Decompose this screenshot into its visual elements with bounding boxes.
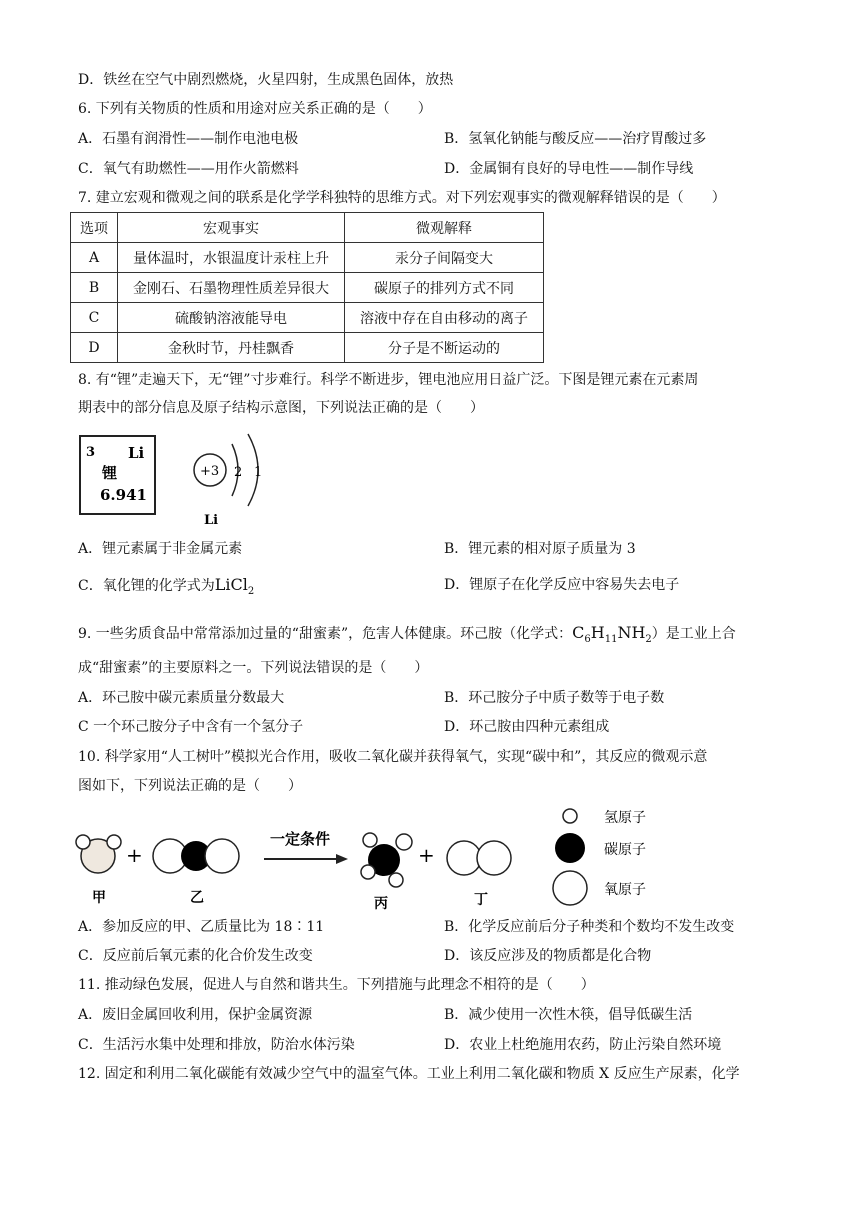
licl2-formula: LiCl <box>214 575 248 594</box>
q11-option-c: C．生活污水集中处理和排放，防治水体污染 <box>78 1037 355 1053</box>
label-yi: 乙 <box>190 890 204 906</box>
q12-stem: 12. 固定和利用二氧化碳能有效减少空气中的温室气体。工业上利用二氧化碳和物质 X 反应生产尿素，化学 <box>78 1066 740 1082</box>
q8-option-b: B．锂元素的相对原子质量为 3 <box>444 541 636 557</box>
q8-option-d: D．锂原子在化学反应中容易失去电子 <box>444 577 680 593</box>
q8-stem-line1: 8. 有“锂”走遍天下，无“锂”寸步难行。科学不断进步，锂电池应用日益广泛。下图是锂元素在元素周 <box>78 372 699 388</box>
q7-cell-fact: 金秋时节，丹桂飘香 <box>118 333 345 363</box>
q10-stem-line1: 10. 科学家用“人工树叶”模拟光合作用，吸收二氧化碳并获得氧气，实现“碳中和”，其反应的微观示意 <box>78 749 708 765</box>
table-row <box>71 243 544 273</box>
q9-option-c: C 一个环己胺分子中含有一个氢分子 <box>78 719 304 735</box>
lithium-figure <box>74 430 294 530</box>
q11-option-d: D．农业上杜绝施用农药，防止污染自然环境 <box>444 1037 722 1053</box>
q9-option-a: A．环己胺中碳元素质量分数最大 <box>78 690 285 706</box>
q7-cell-option: A <box>71 243 118 273</box>
shell-2-count: 1 <box>254 465 263 480</box>
q11-option-a: A．废旧金属回收利用，保护金属资源 <box>78 1007 313 1023</box>
formula-nh-sub: 2 <box>645 634 652 645</box>
q9-option-d: D．环己胺由四种元素组成 <box>444 719 610 735</box>
table-row <box>71 273 544 303</box>
q10-option-c: C．反应前后氧元素的化合价发生改变 <box>78 948 313 964</box>
arrow-condition: 一定条件 <box>270 830 331 848</box>
q7-header-explanation: 微观解释 <box>345 213 544 243</box>
q6-option-a: A．石墨有润滑性——制作电池电极 <box>78 131 299 147</box>
cell-symbol: Li <box>128 444 145 462</box>
atom-label: Li <box>204 513 219 528</box>
q7-cell-explanation: 溶液中存在自由移动的离子 <box>345 303 544 333</box>
legend-carbon-icon <box>555 833 585 863</box>
formula-c-sub: 6 <box>584 634 591 645</box>
q7-cell-option: C <box>71 303 118 333</box>
q11-stem: 11. 推动绿色发展，促进人与自然和谐共生。下列措施与此理念不相符的是（ ） <box>78 977 595 993</box>
q10-option-a: A．参加反应的甲、乙质量比为 18∶11 <box>78 919 325 935</box>
q7-cell-fact: 金刚石、石墨物理性质差异很大 <box>118 273 345 303</box>
formula-c: C <box>572 623 585 642</box>
cell-element-name: 锂 <box>102 464 118 482</box>
q6-stem: 6. 下列有关物质的性质和用途对应关系正确的是（ ） <box>78 101 432 117</box>
q7-header-fact: 宏观事实 <box>118 213 345 243</box>
q6-option-b: B．氢氧化钠能与酸反应——治疗胃酸过多 <box>444 131 707 147</box>
molecule-bing <box>361 833 412 887</box>
q8-option-c-text: C．氧化锂的化学式为 <box>78 578 215 594</box>
q8-stem-line2: 期表中的部分信息及原子结构示意图，下列说法正确的是（ ） <box>78 400 484 416</box>
cell-atomic-number: 3 <box>86 445 96 460</box>
q6-option-c: C．氧气有助燃性——用作火箭燃料 <box>78 161 299 177</box>
label-ding: 丁 <box>474 892 488 908</box>
q7-header-option: 选项 <box>71 213 118 243</box>
legend-oxygen-icon <box>553 871 587 905</box>
label-jia: 甲 <box>92 890 106 906</box>
q9-stem-prefix: 9. 一些劣质食品中常常添加过量的“甜蜜素”，危害人体健康。环己胺（化学式： <box>78 626 573 642</box>
plus-sign-2: + <box>418 843 435 867</box>
molecule-jia <box>76 835 121 873</box>
q8-option-c <box>78 575 254 602</box>
shell-1-count: 2 <box>234 465 243 480</box>
cell-atomic-mass: 6.941 <box>100 486 147 504</box>
molecule-ding <box>447 841 511 875</box>
q9-stem-line1 <box>78 623 736 650</box>
q7-header-row <box>71 213 544 243</box>
legend-hydrogen: 氢原子 <box>604 810 646 826</box>
q8-option-a: A．锂元素属于非金属元素 <box>78 541 243 557</box>
q7-cell-option: B <box>71 273 118 303</box>
molecule-yi <box>153 839 239 873</box>
licl2-subscript: 2 <box>247 586 255 597</box>
q9-stem-line2: 成“甜蜜素”的主要原料之一。下列说法错误的是（ ） <box>78 660 429 676</box>
q10-option-b: B．化学反应前后分子种类和个数均不发生改变 <box>444 919 735 935</box>
q7-cell-explanation: 分子是不断运动的 <box>345 333 544 363</box>
q7-cell-fact: 量体温时，水银温度计汞柱上升 <box>118 243 345 273</box>
q7-cell-option: D <box>71 333 118 363</box>
table-row <box>71 333 544 363</box>
q5-option-d: D．铁丝在空气中剧烈燃烧，火星四射，生成黑色固体，放热 <box>78 72 454 88</box>
reaction-diagram <box>74 804 714 912</box>
q6-option-d: D．金属铜有良好的导电性——制作导线 <box>444 161 694 177</box>
formula-h-sub: 11 <box>604 634 618 645</box>
q9-stem-suffix: ）是工业上合 <box>651 626 736 642</box>
nucleus-charge: +3 <box>200 464 220 479</box>
formula-h: H <box>590 623 605 642</box>
formula-nh: NH <box>617 623 646 642</box>
q7-cell-fact: 硫酸钠溶液能导电 <box>118 303 345 333</box>
q7-stem: 7. 建立宏观和微观之间的联系是化学学科独特的思维方式。对下列宏观事实的微观解释错误的是（ ） <box>78 190 726 206</box>
q7-cell-explanation: 碳原子的排列方式不同 <box>345 273 544 303</box>
legend-oxygen: 氧原子 <box>604 882 646 898</box>
q7-table <box>70 212 544 363</box>
q10-option-d: D．该反应涉及的物质都是化合物 <box>444 948 652 964</box>
q7-cell-explanation: 汞分子间隔变大 <box>345 243 544 273</box>
label-bing: 丙 <box>374 896 388 912</box>
q9-option-b: B．环己胺分子中质子数等于电子数 <box>444 690 665 706</box>
q10-stem-line2: 图如下，下列说法正确的是（ ） <box>78 778 302 794</box>
q11-option-b: B．减少使用一次性木筷，倡导低碳生活 <box>444 1007 693 1023</box>
plus-sign-1: + <box>126 843 143 867</box>
table-row <box>71 303 544 333</box>
legend-carbon: 碳原子 <box>604 842 646 858</box>
legend-hydrogen-icon <box>563 809 577 823</box>
arrow-head <box>336 854 348 864</box>
